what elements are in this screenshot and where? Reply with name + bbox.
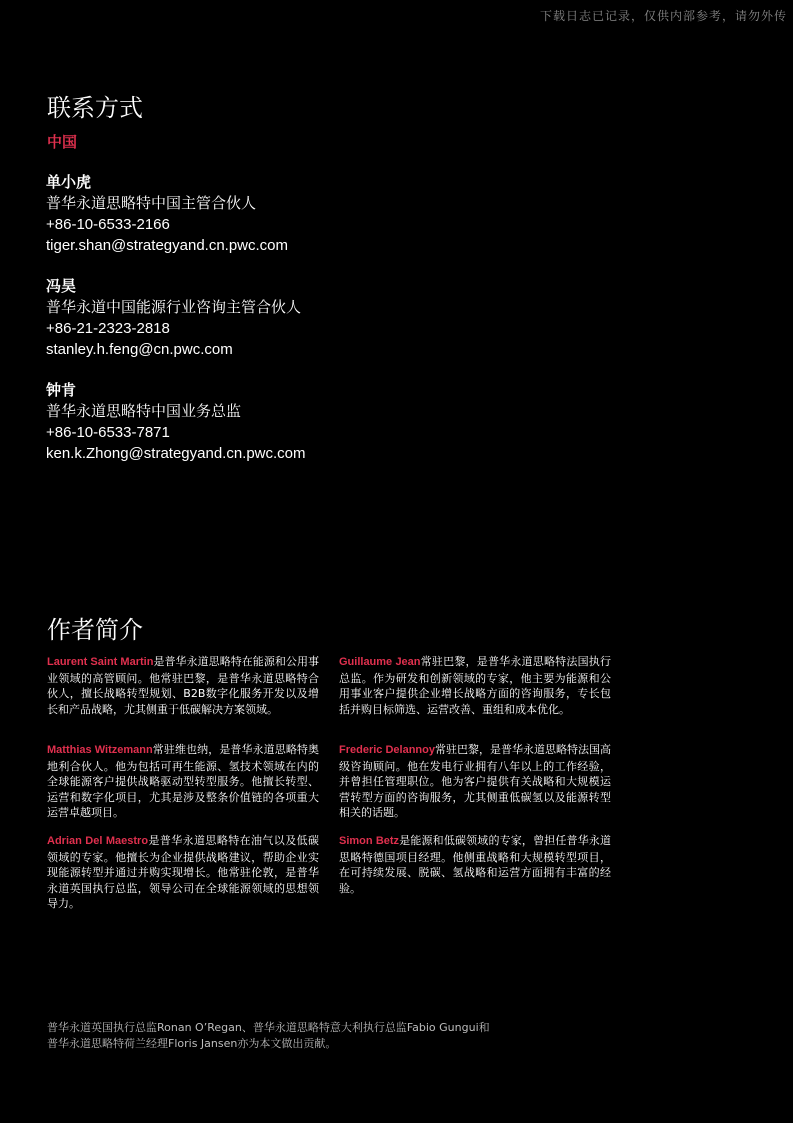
author-bio-text: 常驻巴黎，是普华永道思略特法国高级咨询顾问。他在发电行业拥有八年以上的工作经验，并曾担任管理职位。他为客户提供有关战略和大规模运营转型方面的咨询服务，尤其侧重低碳氢以及能源转型相关的话题。 [339,743,611,819]
contact-card [46,172,288,256]
contact-email[interactable]: stanley.h.feng@cn.pwc.com [46,341,233,358]
author-name: Matthias Witzemann [47,744,153,756]
author-name: Simon Betz [339,835,400,847]
author-bio [47,654,319,717]
contact-card [46,380,306,464]
contributors-note [47,1020,490,1051]
author-name: Guillaume Jean [339,656,421,668]
author-bio-text: 常驻维也纳，是普华永道思略特奥地利合伙人。他为包括可再生能源、氢技术领域在内的全球能源客户提供战略驱动型转型服务。他擅长转型、运营和数字化项目，尤其是涉及整条价值链的各项重大运营卓越项目。 [47,743,319,819]
contributors-line: 普华永道思略特荷兰经理Floris Jansen亦为本文做出贡献。 [47,1036,337,1050]
author-bio [47,833,319,912]
author-bio [339,833,611,896]
contact-phone[interactable]: +86-10-6533-2166 [46,216,170,233]
contact-section-title: 联系方式 [47,94,143,122]
author-name: Frederic Delannoy [339,744,435,756]
contact-name: 冯昊 [46,278,77,295]
contact-email[interactable]: tiger.shan@strategyand.cn.pwc.com [46,237,289,254]
contact-title: 普华永道思略特中国业务总监 [46,403,242,420]
author-name: Laurent Saint Martin [47,656,154,668]
region-label: 中国 [47,133,78,151]
contact-name: 单小虎 [46,174,92,191]
contributors-line: 普华永道英国执行总监Ronan O’Regan、普华永道思略特意大利执行总监Fabio Gungui和 [47,1021,490,1034]
contact-phone[interactable]: +86-21-2323-2818 [46,320,170,337]
contact-email[interactable]: ken.k.Zhong@strategyand.cn.pwc.com [46,445,306,462]
authors-section-title: 作者简介 [47,616,143,644]
contact-phone[interactable]: +86-10-6533-7871 [46,424,170,441]
author-bio [339,742,611,821]
watermark-text: 下载日志已记录，仅供内部参考，请勿外传 [539,9,787,23]
author-bio-text: 常驻巴黎，是普华永道思略特法国执行总监。作为研发和创新领域的专家，他主要为能源和公用事业客户提供企业增长战略方面的咨询服务，专长包括并购目标筛选、运营改善、重组和成本优化。 [339,655,611,716]
contact-title: 普华永道中国能源行业咨询主管合伙人 [46,299,302,316]
author-name: Adrian Del Maestro [47,835,149,847]
author-bio [339,654,611,717]
contact-name: 钟肯 [46,382,77,399]
contact-title: 普华永道思略特中国主管合伙人 [46,195,257,212]
author-bio-text: 是能源和低碳领域的专家，曾担任普华永道思略特德国项目经理。他侧重战略和大规模转型项目，在可持续发展、脱碳、氢战略和运营方面拥有丰富的经验。 [339,834,612,895]
author-bio [47,742,319,821]
contact-card [46,276,301,360]
author-bio-text: 是普华永道思略特在油气以及低碳领域的专家。他擅长为企业提供战略建议，帮助企业实现能源转型并通过并购实现增长。他常驻伦敦，是普华永道英国执行总监，领导公司在全球能源领域的思想领导力。 [47,834,320,910]
author-bio-text: 是普华永道思略特在能源和公用事业领域的高管顾问。他常驻巴黎，是普华永道思略特合伙人，擅长战略转型规划、B2B数字化服务开发以及增长和产品战略，尤其侧重于低碳解决方案领域。 [47,655,319,716]
